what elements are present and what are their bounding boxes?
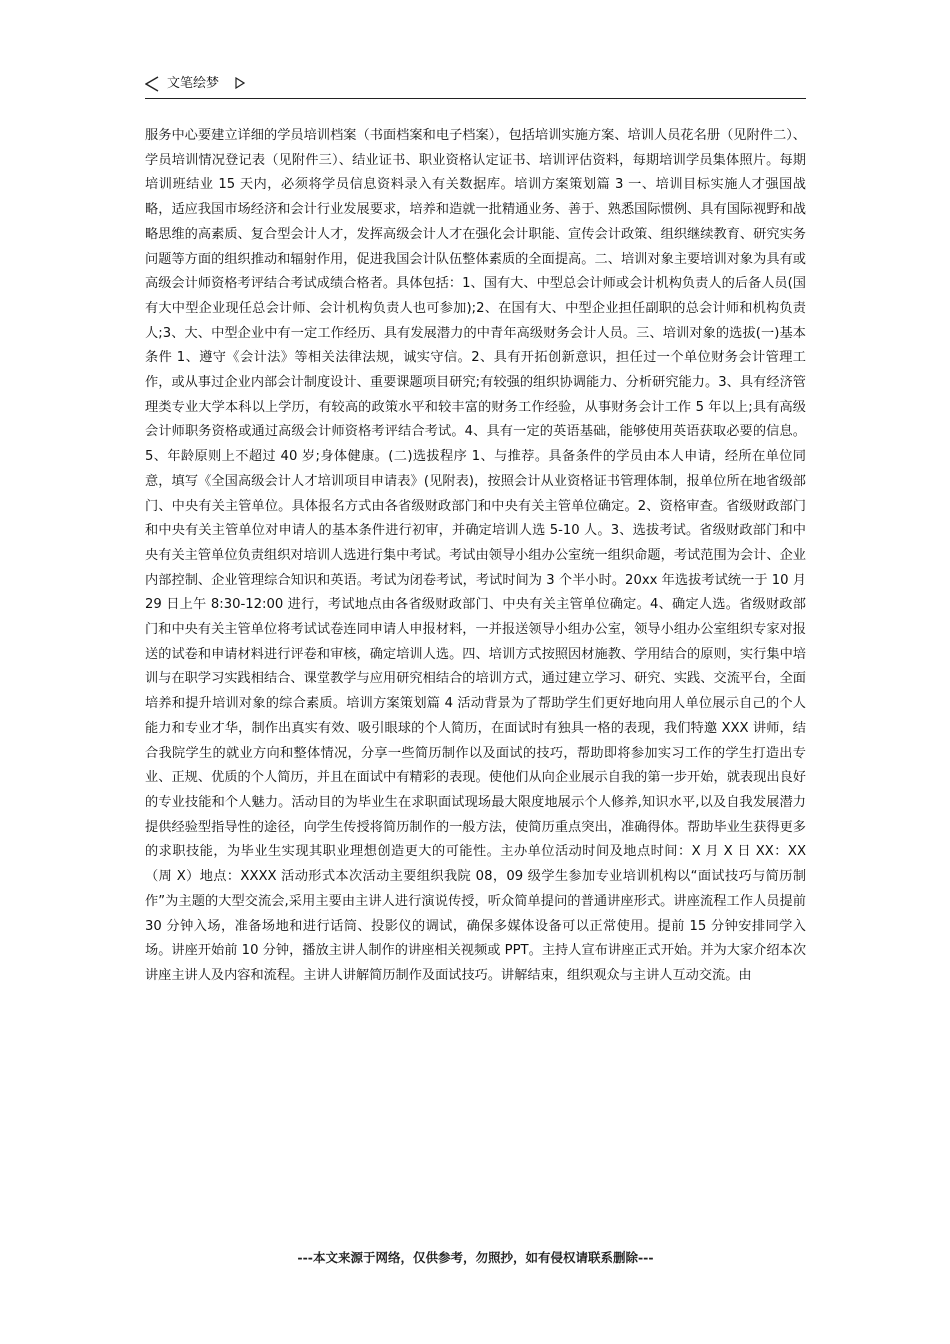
page-header (145, 74, 806, 99)
triangle-left-icon (145, 76, 159, 92)
body-text: 服务中心要建立详细的学员培训档案（书面档案和电子档案），包括培训实施方案、培训人员花名册（见附件二）、学员培训情况登记表（见附件三）、结业证书、职业资格认定证书、培训评估资料，每期培训学员集体照片。每期培训班结业 15 天内，必须将学员信息资料录入有关数据库。培训方案策划篇 3 一、培训目标实施人才强国战略，适应我国市场经济和会计行业发展要求，培养和造就一批精通业务、善于、熟悉国际惯例、具有国际视野和战略思维的高素质、复合型会计人才，发挥高级会计人才在强化会计职能、宣传会计政策、组织继续教育、研究实务问题等方面的组织推动和辐射作用，促进我国会计队伍整体素质的全面提高。二、培训对象主要培训对象为具有或高级会计师资格考评结合考试成绩合格者。具体包括：1、国有大、中型总会计师或会计机构负责人的后备人员(国有大中型企业现任总会计师、会计机构负责人也可参加);2、在国有大、中型企业担任副职的总会计师和机构负责人;3、大、中型企业中有一定工作经历、具有发展潜力的中青年高级财务会计人员。三、培训对象的选拔(一)基本条件 1、遵守《会计法》等相关法律法规，诚实守信。2、具有开拓创新意识，担任过一个单位财务会计管理工作，或从事过企业内部会计制度设计、重要课题项目研究;有较强的组织协调能力、分析研究能力。3、具有经济管理类专业大学本科以上学历，有较高的政策水平和较丰富的财务工作经验，从事财务会计工作 5 年以上;具有高级会计师职务资格或通过高级会计师资格考评结合考试。4、具有一定的英语基础，能够使用英语获取必要的信息。5、年龄原则上不超过 40 岁;身体健康。(二)选拔程序 1、与推荐。具备条件的学员由本人申请，经所在单位同意，填写《全国高级会计人才培训项目申请表》(见附表)，按照会计从业资格证书管理体制，报单位所在地省级部门、中央有关主管单位。具体报名方式由各省级财政部门和中央有关主管单位确定。2、资格审查。省级财政部门和中央有关主管单位对申请人的基本条件进行初审，并确定培训人选 5-10 人。3、选拔考试。省级财政部门和中央有关主管单位负责组织对培训人选进行集中考试。考试由领导小组办公室统一组织命题，考试范围为会计、企业内部控制、企业管理综合知识和英语。考试为闭卷考试，考试时间为 3 个半小时。20xx 年选拔考试统一于 10 月 29 日上午 8:30-12:00 进行，考试地点由各省级财政部门、中央有关主管单位确定。4、确定人选。省级财政部门和中央有关主管单位将考试试卷连同申请人申报材料，一并报送领导小组办公室，领导小组办公室组织专家对报送的试卷和申请材料进行评卷和审核，确定培训人选。四、培训方式按照因材施教、学用结合的原则，实行集中培训与在职学习实践相结合、课堂教学与应用研究相结合的培训方式，通过建立学习、研究、实践、交流平台，全面培养和提升培训对象的综合素质。培训方案策划篇 4 活动背景为了帮助学生们更好地向用人单位展示自己的个人能力和专业才华，制作出真实有效、吸引眼球的个人简历，在面试时有独具一格的表现，我们特邀 XXX 讲师，结合我院学生的就业方向和整体情况，分享一些简历制作以及面试的技巧，帮助即将参加实习工作的学生打造出专业、正规、优质的个人简历，并且在面试中有精彩的表现。使他们从向企业展示自我的第一步开始，就表现出良好的专业技能和个人魅力。活动目的为毕业生在求职面试现场最大限度地展示个人修养,知识水平,以及自我发展潜力提供经验型指导性的途径，向学生传授将简历制作的一般方法，使简历重点突出，准确得体。帮助毕业生获得更多的求职技能，为毕业生实现其职业理想创造更大的可能性。主办单位活动时间及地点时间：X 月 X 日 XX：XX（周 X）地点：XXXX 活动形式本次活动主要组织我院 08，09 级学生参加专业培训机构以“面试技巧与简历制作”为主题的大型交流会,采用主要由主讲人进行演说传授，听众简单提问的普通讲座形式。讲座流程工作人员提前 30 分钟入场，准备场地和进行话筒、投影仪的调试，确保多媒体设备可以正常使用。提前 15 分钟安排同学入场。讲座开始前 10 分钟，播放主讲人制作的讲座相关视频或 PPT。主持人宣布讲座正式开始。并为大家介绍本次讲座主讲人及内容和流程。主讲人讲解简历制作及面试技巧。讲解结束，组织观众与主讲人互动交流。由 (145, 128, 806, 983)
header-title: 文笔绘梦 (167, 76, 220, 91)
triangle-right-icon (235, 77, 245, 89)
footer-disclaimer: ---本文来源于网络，仅供参考，勿照抄，如有侵权请联系删除--- (297, 1250, 654, 1265)
